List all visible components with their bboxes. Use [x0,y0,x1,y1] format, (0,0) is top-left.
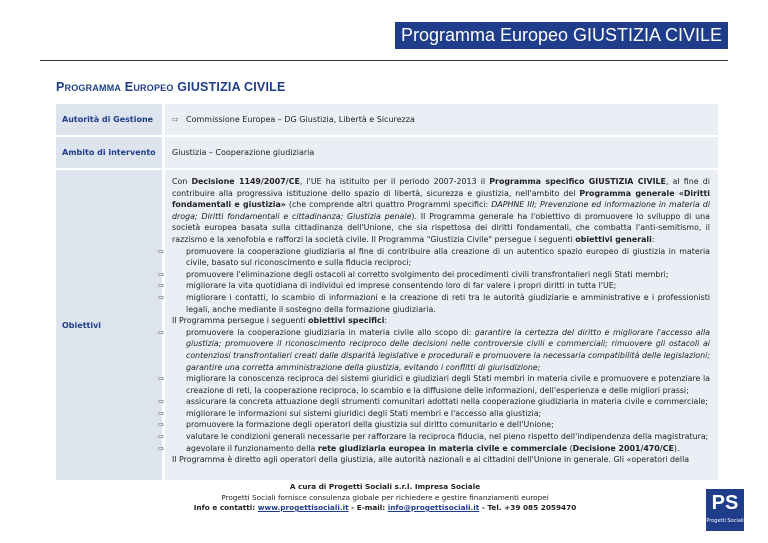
list-item: ⇨ migliorare la conoscenza reciproca dei sistemi giuridici e giudiziari degli Stati membri in materia civile e promuovere e potenziare la creazione di reti, la cooperazione reciproca, lo scambio e la diffusione delle informazioni, dell'esperienza e delle migliori prassi; [158,374,710,395]
label-ambito: Ambito di intervento [56,137,162,168]
page-title: Programma Europeo GIUSTIZIA CIVILE [56,80,286,94]
list-item: ⇨ promuovere la formazione degli operatori della giustizia sul diritto comunitario e dell'Unione; [158,420,554,430]
list-item: ⇨ promuovere l'eliminazione degli ostacoli al corretto svolgimento dei procedimenti civili transfrontalieri negli Stati membri; [158,269,669,279]
header-banner: Programma Europeo GIUSTIZIA CIVILE [395,22,728,49]
row-autorita [56,104,718,137]
list-item: ⇨ migliorare la vita quotidiana di individui ed imprese consentendo loro di far valere i propri diritti in tutta l'UE; [158,281,617,291]
arrow-right-icon: ⇨ [158,327,165,337]
progetti-sociali-logo: PS Progetti Sociali [706,489,744,531]
header-rule [40,60,728,61]
value-obiettivi [158,170,718,480]
value-autorita [165,104,718,135]
arrow-right-icon: ⇨ [172,115,179,124]
arrow-right-icon: ⇨ [158,292,165,302]
website-link[interactable]: www.progettisociali.it [257,503,349,512]
row-ambito [56,137,718,170]
arrow-right-icon: ⇨ [158,281,165,291]
arrow-right-icon: ⇨ [158,443,165,453]
specific-intro: Il Programma persegue i seguenti obiettivi specifici: [172,316,388,326]
value-ambito: Giustizia – Cooperazione giudiziaria [165,137,718,168]
closing-text: Il Programma è diretto agli operatori della giustizia, alle autorità nazionali e ai cittadini dell'Unione in generale. Gli «operatori della [172,455,690,465]
footer [120,482,650,514]
footer-line1: A cura di Progetti Sociali s.r.l. Impresa Sociale [289,482,481,491]
footer-contacts: Info e contatti: www.progettisociali.it - E-mail: info@progettisociali.it - Tel. +39 085 2059470 [193,503,577,512]
arrow-right-icon: ⇨ [158,408,165,418]
intro-paragraph: Con Decisione 1149/2007/CE, l'UE ha istituito per il periodo 2007-2013 il Programma specifico GIUSTIZIA CIVILE, al fine di contribuire alla progressiva istituzione dello spazio di libertà, sicurezza e giustizia, nell'ambito del Programma generale «Diritti fondamentali e giustizia» (che comprende altri quattro Programmi specifici: DAPHNE III; Prevenzione ed informazione in materia di droga; Diritti fondamentali e cittadinanza; Giustizia penale). Il Programma generale ha l'obiettivo di promuovere lo sviluppo di una società europea basata sulla cittadinanza dell'Unione, che sia rispettosa dei diritti fondamentali, che combatta l'anti-semitismo, il razzismo e la xenofobia e rafforzi la società civile. Il Programma "Giustizia Civile" persegue i seguenti obiettivi generali: [172,177,711,244]
label-autorita: Autorità di Gestione [56,104,162,135]
footer-line2: Progetti Sociali fornisce consulenza globale per richiedere e gestire finanziamenti europei [221,492,549,502]
list-item: ⇨ promuovere la cooperazione giudiziaria al fine di contribuire alla creazione di un autentico spazio europeo di giustizia in materia civile, basato sul riconoscimento e sulla fiducia reciproci; [158,246,710,268]
arrow-right-icon: ⇨ [158,374,165,384]
arrow-right-icon: ⇨ [158,432,165,442]
arrow-right-icon: ⇨ [158,246,165,256]
autorita-text: Commissione Europea – DG Giustizia, Libertà e Sicurezza [186,115,415,124]
list-item: ⇨ promuovere la cooperazione giudiziaria in materia civile allo scopo di: garantire la certezza del diritto e migliorare l'accesso alla giustizia; promuovere il riconoscimento reciproco delle decisioni nelle controversie civili e commerciali; rimuovere gli ostacoli ai contenziosi transfrontalieri creati dalle disparità legislative e procedurali e promuovere la necessaria compatibilità delle legislazioni; garantire una corretta amministrazione della giustizia, evitando i conflitti di giurisdizione; [158,327,710,372]
list-item: ⇨ assicurare la concreta attuazione degli strumenti comunitari adottati nella cooperazione giudiziaria in materia civile e commerciale; [158,397,709,407]
specific-objectives-list [158,373,710,443]
general-objectives-list [158,246,710,316]
arrow-right-icon: ⇨ [158,420,165,430]
list-item: ⇨ valutare le condizioni generali necessarie per rafforzare la reciproca fiducia, nel pieno rispetto dell'indipendenza della magistratura; [158,432,709,442]
row-obiettivi [56,170,718,482]
list-item: ⇨ migliorare le informazioni sui sistemi giuridici degli Stati membri e l'accesso alla giustizia; [158,408,542,418]
info-table [56,104,718,482]
list-item: ⇨ agevolare il funzionamento della rete giudiziaria europea in materia civile e commerciale (Decisione 2001/470/CE). [158,443,680,453]
list-item: ⇨ migliorare i contatti, lo scambio di informazioni e la creazione di reti tra le autorità giudiziarie e amministrative e i professionisti legali, anche mediante il sostegno della formazione giudiziaria. [158,292,710,314]
arrow-right-icon: ⇨ [158,269,165,279]
email-link[interactable]: info@progettisociali.it [387,503,480,512]
arrow-right-icon: ⇨ [158,397,165,407]
label-obiettivi: Obiettivi [56,170,162,480]
